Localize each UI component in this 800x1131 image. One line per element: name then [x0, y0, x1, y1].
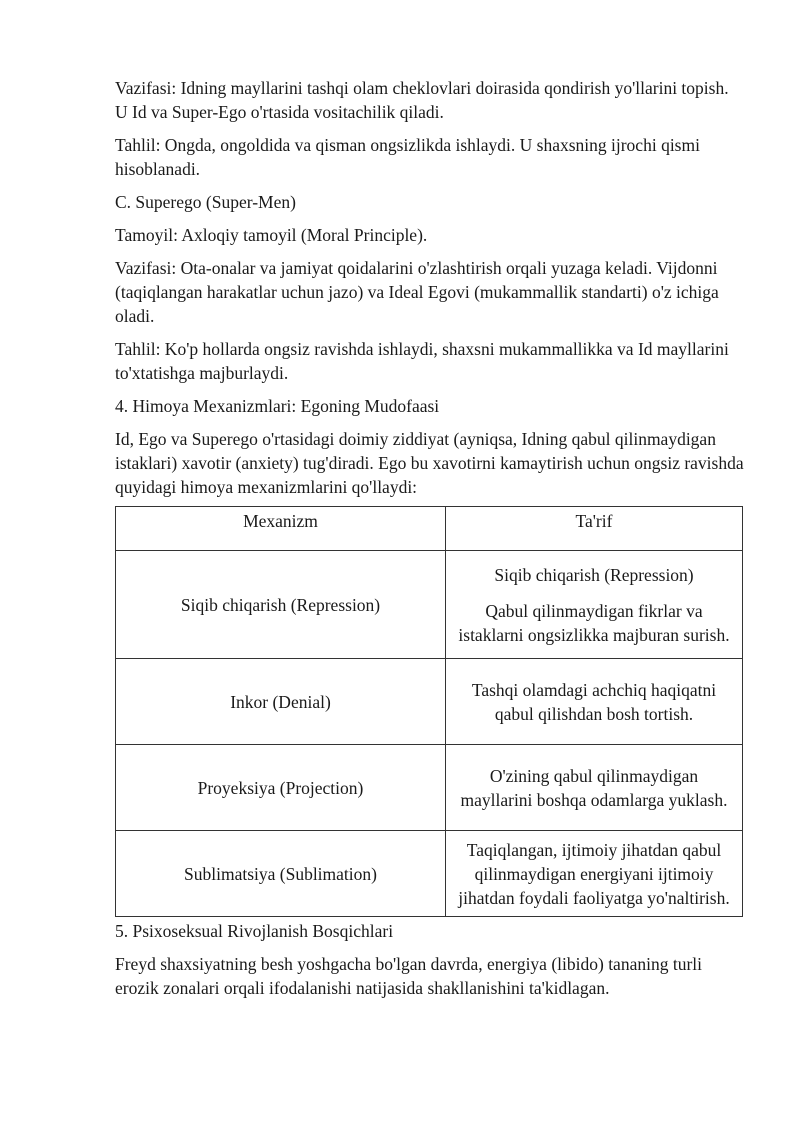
superego-heading: C. Superego (Super-Men) [115, 192, 296, 212]
header-definition: Ta'rif [446, 507, 743, 551]
psychosexual-stages-paragraph: Freyd shaxsiyatning besh yoshgacha bo'lgan davrda, energiya (libido) tananing turli erozik zonalari orqali ifodalanishi natijasida shakllanishini ta'kidlagan. [115, 954, 702, 998]
table-row [116, 551, 743, 659]
table-row [116, 745, 743, 831]
superego-analysis-paragraph: Tahlil: Ko'p hollarda ongsiz ravishda ishlaydi, shaxsni mukammallikka va Id mayllarini to'xtatishga majburlaydi. [115, 339, 729, 383]
superego-principle-paragraph: Tamoyil: Axloqiy tamoyil (Moral Principle). [115, 225, 428, 245]
defense-mechanisms-table [115, 506, 743, 917]
table-row [116, 659, 743, 745]
definition-cell: Taqiqlangan, ijtimoiy jihatdan qabul qilinmaydigan energiyani ijtimoiy jihatdan foydali faoliyatga yo'naltirish. [446, 831, 743, 917]
defense-mechanisms-heading: 4. Himoya Mexanizmlari: Egoning Mudofaasi [115, 396, 440, 416]
document-page [115, 76, 745, 1009]
table-row [116, 831, 743, 917]
mechanism-cell: Inkor (Denial) [116, 659, 446, 745]
definition-title: Siqib chiqarish (Repression) [494, 564, 694, 585]
definition-cell: Tashqi olamdagi achchiq haqiqatni qabul qilishdan bosh tortish. [446, 659, 743, 745]
header-mechanism: Mexanizm [116, 507, 446, 551]
ego-analysis-paragraph: Tahlil: Ongda, ongoldida va qisman ongsizlikda ishlaydi. U shaxsning ijrochi qismi hisoblanadi. [115, 135, 700, 179]
mechanism-cell: Proyeksiya (Projection) [116, 745, 446, 831]
definition-cell [446, 551, 743, 659]
definition-cell: O'zining qabul qilinmaydigan mayllarini boshqa odamlarga yuklash. [446, 745, 743, 831]
ego-function-paragraph: Vazifasi: Idning mayllarini tashqi olam cheklovlari doirasida qondirish yo'llarini topish. U Id va Super-Ego o'rtasida vositachilik qiladi. [115, 78, 729, 122]
table-header-row [116, 507, 743, 551]
mechanism-cell: Sublimatsiya (Sublimation) [116, 831, 446, 917]
definition-text: Qabul qilinmaydigan fikrlar va istaklarni ongsizlikka majburan surish. [458, 600, 730, 645]
psychosexual-stages-heading: 5. Psixoseksual Rivojlanish Bosqichlari [115, 921, 394, 941]
mechanism-cell: Siqib chiqarish (Repression) [116, 551, 446, 659]
defense-mechanisms-intro: Id, Ego va Superego o'rtasidagi doimiy ziddiyat (ayniqsa, Idning qabul qilinmaydigan istaklari) xavotir (anxiety) tug'diradi. Ego bu xavotirni kamaytirish uchun ongsiz ravishda quyidagi himoya mexanizmlarini qo'llaydi: [115, 429, 744, 497]
superego-function-paragraph: Vazifasi: Ota-onalar va jamiyat qoidalarini o'zlashtirish orqali yuzaga keladi. Vijdonni (taqiqlangan harakatlar uchun jazo) va Ideal Egovi (mukammallik standarti) o'z ichiga oladi. [115, 258, 719, 326]
